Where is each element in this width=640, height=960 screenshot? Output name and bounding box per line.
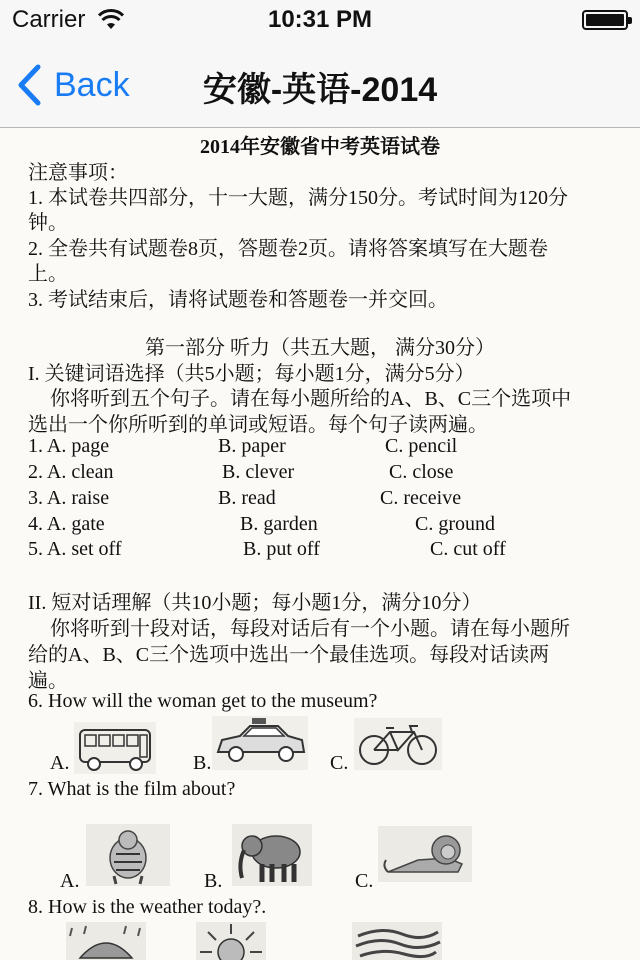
section2-instruction-b: 给的A、B、C三个选项中选出一个最佳选项。每段对话读两 [28,644,550,666]
bus-image [74,722,156,774]
q3-option-a: 3. A. raise [28,487,110,509]
clock: 10:31 PM [267,6,373,33]
q6-label-b: B. [193,752,212,774]
page-title: 安徽-英语-2014 [202,71,438,109]
document-view[interactable] [0,128,640,960]
q7-label-a: A. [60,870,80,892]
note-3: 3. 考试结束后，请将试题卷和答题卷一并交回。 [28,289,448,311]
q7-label-c: C. [355,870,374,892]
q3-option-c: C. receive [380,487,462,509]
q3-option-b: B. read [218,487,276,509]
top-bar [0,0,640,128]
status-bar [0,0,640,40]
lion-image [378,826,472,882]
bicycle-image [354,718,442,770]
section1-instruction-b: 选出一个你所听到的单词或短语。每个句子读两遍。 [28,414,488,436]
back-label: Back [54,65,130,104]
question-6: 6. How will the woman get to the museum? [28,690,378,712]
document-title: 2014年安徽省中考英语试卷 [200,136,440,158]
q5-option-b: B. put off [243,538,320,560]
sun-image [196,922,266,960]
q2-option-b: B. clever [222,461,295,483]
wind-image [352,922,442,960]
section2-instruction-a: 你将听到十段对话，每段对话后有一个小题。请在每小题所 [50,618,570,640]
battery-icon [582,10,628,30]
q4-option-c: C. ground [415,513,495,535]
carrier-label: Carrier [12,6,86,33]
note-2b: 上。 [28,263,68,285]
q6-label-c: C. [330,752,349,774]
note-1a: 1. 本试卷共四部分，十一大题，满分150分。考试时间为120分 [28,187,568,209]
section2-header: II. 短对话理解（共10小题；每小题1分，满分10分） [28,592,482,614]
section1-instruction-a: 你将听到五个句子。请在每小题所给的A、B、C三个选项中 [50,388,572,410]
q5-option-c: C. cut off [430,538,506,560]
section2-instruction-c: 遍。 [28,670,68,692]
question-7: 7. What is the film about? [28,778,236,800]
q4-option-a: 4. A. gate [28,513,105,535]
q1-option-b: B. paper [218,435,286,457]
q4-option-b: B. garden [240,513,318,535]
section1-header: I. 关键词语选择（共5小题；每小题1分，满分5分） [28,363,475,385]
q7-label-b: B. [204,870,223,892]
q2-option-c: C. close [389,461,454,483]
question-8: 8. How is the weather today?. [28,896,267,918]
notes-header: 注意事项： [28,162,128,184]
q1-option-c: C. pencil [385,435,458,457]
rain-umbrella-image [66,922,146,960]
elephant-image [232,824,312,886]
q6-label-a: A. [50,752,70,774]
taxi-image [212,716,308,770]
tiger-image [86,824,170,886]
q5-option-a: 5. A. set off [28,538,122,560]
q2-option-a: 2. A. clean [28,461,114,483]
note-2a: 2. 全卷共有试题卷8页，答题卷2页。请将答案填写在大题卷 [28,238,548,260]
q1-option-a: 1. A. page [28,435,110,457]
note-1b: 钟。 [28,212,68,234]
part1-header: 第一部分 听力（共五大题， 满分30分） [145,337,495,359]
